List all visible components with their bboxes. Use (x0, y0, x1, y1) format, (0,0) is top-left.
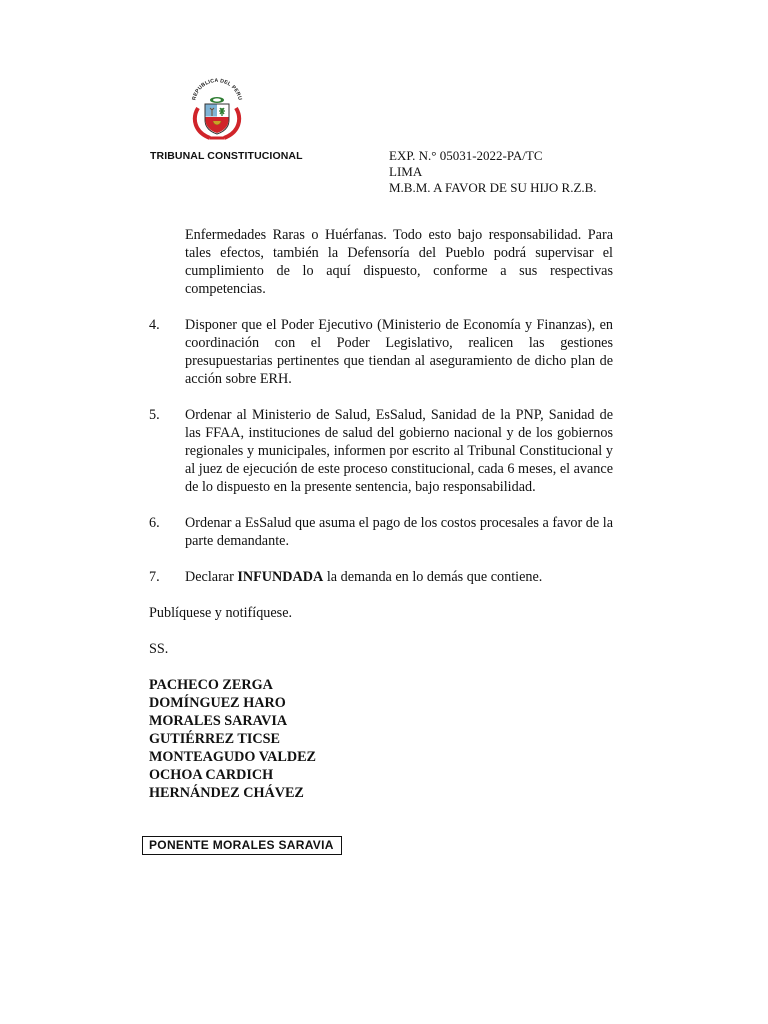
ss-abbreviation: SS. (149, 641, 169, 657)
document-body (149, 226, 613, 802)
judge-name: PACHECO ZERGA (149, 677, 273, 693)
item-text: Ordenar a EsSalud que asuma el pago de los costos procesales a favor de la parte demandante. (185, 515, 613, 549)
judges-list (149, 676, 613, 802)
case-parties: M.B.M. A FAVOR DE SU HIJO R.Z.B. (389, 180, 597, 195)
case-location: LIMA (389, 164, 423, 179)
ponente-box: PONENTE MORALES SARAVIA (142, 836, 342, 855)
ruling-item-5 (149, 406, 613, 496)
item-number: 5. (149, 407, 160, 423)
publish-notice: Publíquese y notifíquese. (149, 605, 293, 621)
case-reference (389, 148, 597, 196)
item-text-after: la demanda en lo demás que contiene. (323, 569, 543, 585)
item-text (185, 568, 613, 586)
item-number: 6. (149, 515, 160, 531)
judge-name: DOMÍNGUEZ HARO (149, 695, 286, 711)
judge-name: HERNÁNDEZ CHÁVEZ (149, 785, 304, 801)
case-number: EXP. N.° 05031-2022-PA/TC (389, 148, 543, 163)
judge-name: MONTEAGUDO VALDEZ (149, 749, 316, 765)
verdict-infundada: INFUNDADA (237, 569, 324, 585)
ruling-item-4 (149, 316, 613, 388)
ruling-item-7 (149, 568, 613, 586)
item-text: Disponer que el Poder Ejecutivo (Ministerio de Economía y Finanzas), en coordinación con el Poder Legislativo, realicen las gestiones presupuestarias pertinentes que tiendan al aseguramiento de dicho plan de acción sobre ERH. (185, 317, 613, 387)
emblem-arc-text: REPUBLICA DEL PERU (191, 77, 243, 101)
ruling-item-6 (149, 514, 613, 550)
institution-name: TRIBUNAL CONSTITUCIONAL (150, 150, 303, 162)
item-text: Ordenar al Ministerio de Salud, EsSalud, Sanidad de la PNP, Sanidad de las FFAA, instituciones de salud del gobierno nacional y de los gobiernos regionales y municipales, informen por escrito al Tribunal Constitucional y al juez de ejecución de este proceso constitucional, cada 6 meses, el avance de lo dispuesto en la presente sentencia, bajo responsabilidad. (185, 407, 613, 495)
continuation-paragraph: Enfermedades Raras o Huérfanas. Todo esto bajo responsabilidad. Para tales efectos, también la Defensoría del Pueblo podrá supervisar el cumplimiento de lo aquí dispuesto, conforme a sus respectivas competencias. (185, 227, 613, 297)
item-number: 7. (149, 569, 160, 585)
item-number: 4. (149, 317, 160, 333)
judge-name: MORALES SARAVIA (149, 713, 288, 729)
coat-of-arms-emblem (186, 74, 248, 144)
judge-name: OCHOA CARDICH (149, 767, 274, 783)
judge-name: GUTIÉRREZ TICSE (149, 731, 281, 747)
item-text-before: Declarar (185, 569, 238, 585)
